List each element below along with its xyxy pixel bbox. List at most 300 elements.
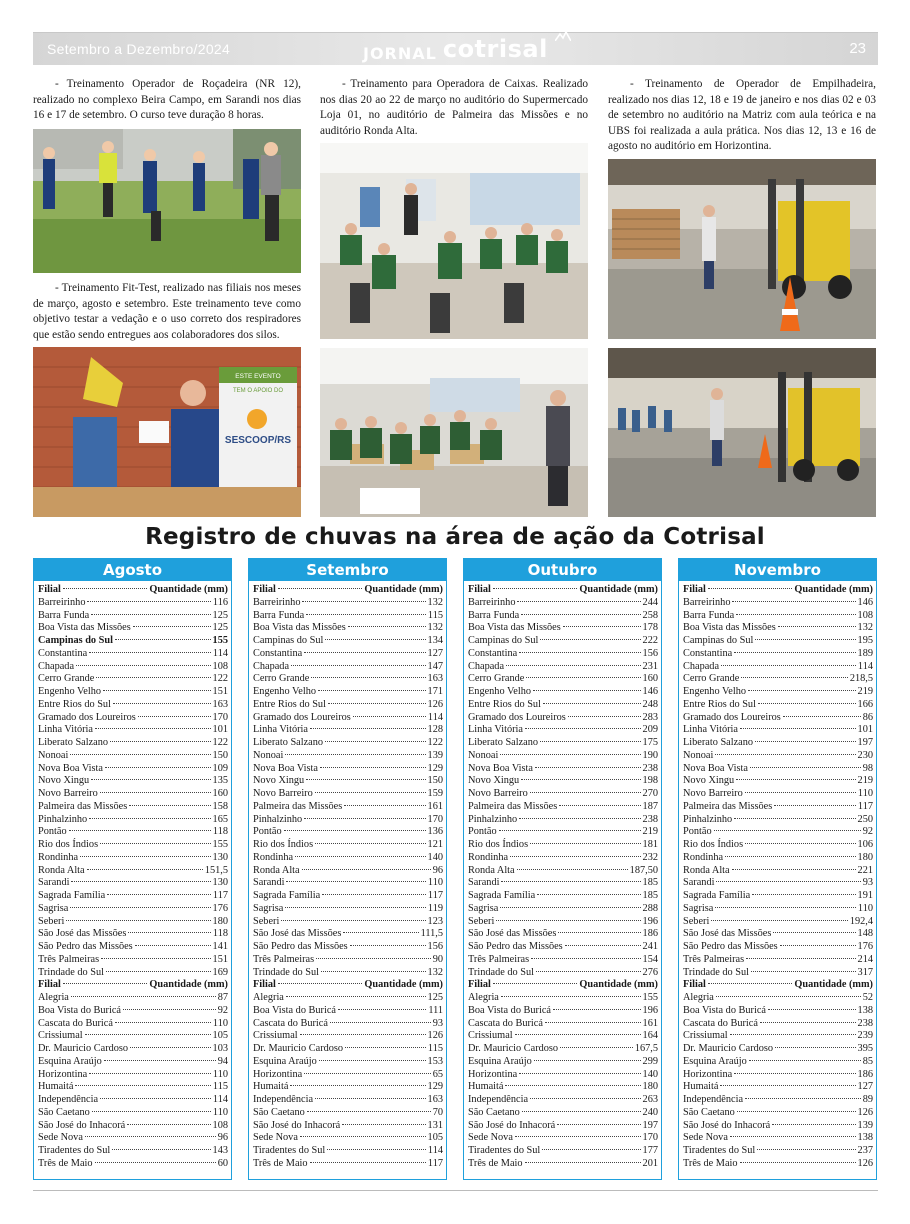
table-row bbox=[683, 1094, 873, 1107]
table-row bbox=[253, 635, 443, 648]
rain-quantity: 140 bbox=[427, 851, 443, 863]
rain-quantity: 126 bbox=[427, 1030, 443, 1042]
table-row bbox=[683, 852, 873, 865]
table-row bbox=[468, 673, 658, 686]
photo-empilhadeira-training-2 bbox=[608, 348, 876, 517]
dot-leader bbox=[63, 588, 147, 589]
table-row bbox=[468, 686, 658, 699]
rain-quantity: 187 bbox=[642, 800, 658, 812]
filial-name: Crissiumal bbox=[468, 1030, 513, 1042]
filial-name: Boa Vista das Missões bbox=[38, 622, 131, 634]
dot-leader bbox=[318, 690, 426, 691]
dot-leader bbox=[714, 830, 861, 831]
rain-quantity: 159 bbox=[427, 788, 443, 799]
filial-name: Sarandi bbox=[38, 877, 70, 889]
dot-leader bbox=[730, 1136, 856, 1137]
column-header-row bbox=[683, 979, 873, 992]
rain-quantity: 170 bbox=[427, 813, 443, 825]
table-row bbox=[683, 903, 873, 916]
dot-leader bbox=[716, 881, 860, 882]
filial-name: Liberato Salzano bbox=[38, 737, 109, 748]
table-row bbox=[468, 763, 658, 776]
rain-quantity: Quantidade (mm) bbox=[364, 584, 443, 595]
table-row bbox=[38, 1120, 228, 1133]
table-row bbox=[38, 610, 228, 623]
filial-name: Entre Rios do Sul bbox=[683, 698, 756, 710]
rain-quantity: 163 bbox=[427, 1094, 443, 1105]
table-row bbox=[468, 712, 658, 725]
column-header-row bbox=[253, 584, 443, 597]
dot-leader bbox=[517, 869, 628, 870]
rain-quantity: 164 bbox=[642, 1030, 658, 1042]
filial-name: Sagrada Família bbox=[253, 890, 321, 901]
filial-name: Rio dos Índios bbox=[253, 839, 314, 850]
dot-leader bbox=[291, 665, 426, 666]
dot-leader bbox=[100, 1098, 211, 1099]
table-row bbox=[253, 814, 443, 827]
filial-name: São José do Inhacorá bbox=[38, 1119, 126, 1131]
rain-quantity: 160 bbox=[212, 788, 228, 799]
dot-leader bbox=[515, 1034, 641, 1035]
table-row bbox=[38, 750, 228, 763]
filial-name: Gramado dos Loureiros bbox=[468, 711, 566, 723]
month-rows bbox=[464, 581, 661, 1171]
dot-leader bbox=[499, 830, 641, 831]
filial-name: Três de Maio bbox=[253, 1157, 308, 1169]
table-row bbox=[468, 941, 658, 954]
rain-quantity: 155 bbox=[212, 839, 228, 850]
dot-leader bbox=[775, 1047, 855, 1048]
table-row bbox=[253, 648, 443, 661]
dot-leader bbox=[780, 945, 856, 946]
dot-leader bbox=[730, 1034, 856, 1035]
rain-quantity: 132 bbox=[427, 966, 443, 978]
rain-quantity: 122 bbox=[212, 673, 228, 685]
rain-quantity: 276 bbox=[642, 966, 658, 978]
dot-leader bbox=[745, 843, 855, 844]
banner-brand: SESCOOP/RS bbox=[224, 435, 292, 446]
dot-leader bbox=[330, 1022, 431, 1023]
table-row bbox=[468, 801, 658, 814]
table-row bbox=[253, 877, 443, 890]
filial-name: Alegria bbox=[683, 992, 714, 1003]
rain-quantity: 195 bbox=[857, 635, 873, 646]
filial-name: Horizontina bbox=[683, 1068, 733, 1080]
filial-name: São Caetano bbox=[683, 1106, 735, 1118]
table-row bbox=[468, 826, 658, 839]
table-row bbox=[468, 724, 658, 737]
table-row bbox=[253, 763, 443, 776]
table-row bbox=[253, 1107, 443, 1120]
rain-quantity: 103 bbox=[212, 1043, 228, 1054]
rain-quantity: 197 bbox=[857, 737, 873, 748]
filial-name: Constantina bbox=[253, 647, 303, 659]
table-row bbox=[38, 877, 228, 890]
filial-name: Boa Vista do Buricá bbox=[468, 1004, 551, 1016]
filial-name: Entre Rios do Sul bbox=[468, 698, 541, 710]
rain-quantity: 106 bbox=[857, 839, 873, 850]
dot-leader bbox=[100, 792, 211, 793]
table-row bbox=[253, 622, 443, 635]
filial-name: Humaitá bbox=[38, 1081, 74, 1093]
rain-quantity: 110 bbox=[212, 1017, 228, 1029]
dot-leader bbox=[515, 1136, 641, 1137]
column-header-row bbox=[38, 979, 228, 992]
table-row bbox=[253, 673, 443, 686]
dot-leader bbox=[107, 894, 211, 895]
rain-quantity: 93 bbox=[432, 1017, 443, 1029]
filial-name: Constantina bbox=[683, 647, 733, 659]
rain-quantity: 110 bbox=[427, 877, 443, 889]
rain-quantity: 237 bbox=[857, 1145, 873, 1156]
rain-quantity: 196 bbox=[642, 915, 658, 927]
dot-leader bbox=[563, 626, 641, 627]
table-row bbox=[38, 1145, 228, 1158]
table-row bbox=[253, 686, 443, 699]
filial-name: São José do Inhacorá bbox=[468, 1119, 556, 1131]
table-row bbox=[253, 788, 443, 801]
rain-quantity: 110 bbox=[212, 1106, 228, 1118]
bottom-divider bbox=[33, 1190, 878, 1191]
filial-name: Engenho Velho bbox=[468, 686, 532, 697]
filial-name: Ronda Alta bbox=[253, 864, 300, 876]
filial-name: Sagrisa bbox=[468, 902, 499, 914]
filial-name: Crissiumal bbox=[253, 1030, 298, 1042]
rain-quantity: 283 bbox=[642, 711, 658, 723]
filial-name: Barreirinho bbox=[468, 596, 516, 608]
rain-quantity: 153 bbox=[427, 1055, 443, 1067]
filial-name: São José das Missões bbox=[38, 928, 127, 940]
dot-leader bbox=[711, 920, 848, 921]
filial-name: Cascata do Buricá bbox=[468, 1017, 543, 1029]
dot-leader bbox=[522, 1111, 641, 1112]
dot-leader bbox=[553, 1009, 641, 1010]
filial-name: Novo Barreiro bbox=[468, 788, 528, 799]
rain-quantity: 60 bbox=[217, 1157, 228, 1169]
dot-leader bbox=[745, 792, 856, 793]
rain-quantity: 169 bbox=[212, 966, 228, 978]
month-header: Agosto bbox=[34, 559, 231, 581]
rain-quantity: 163 bbox=[212, 698, 228, 710]
rain-quantity: 186 bbox=[857, 1068, 873, 1080]
table-row bbox=[683, 1069, 873, 1082]
rain-quantity: 196 bbox=[642, 1004, 658, 1016]
rain-quantity: 186 bbox=[642, 928, 658, 940]
dot-leader bbox=[70, 907, 210, 908]
dot-leader bbox=[530, 1098, 641, 1099]
table-row bbox=[683, 801, 873, 814]
filial-name: Trindade do Sul bbox=[683, 966, 749, 978]
rain-quantity: 101 bbox=[857, 724, 873, 736]
rain-quantity: 138 bbox=[857, 1132, 873, 1144]
table-row bbox=[468, 635, 658, 648]
rain-quantity: 187,50 bbox=[629, 864, 658, 876]
month-rows bbox=[679, 581, 876, 1171]
rain-quantity: 108 bbox=[212, 1119, 228, 1131]
table-row bbox=[468, 610, 658, 623]
filial-name: Gramado dos Loureiros bbox=[683, 711, 781, 723]
dot-leader bbox=[343, 932, 418, 933]
dot-leader bbox=[521, 779, 640, 780]
table-row bbox=[468, 814, 658, 827]
dot-leader bbox=[783, 716, 861, 717]
table-row bbox=[38, 1056, 228, 1069]
dot-leader bbox=[76, 665, 211, 666]
filial-name: Filial bbox=[38, 584, 61, 595]
filial-name: Novo Barreiro bbox=[253, 788, 313, 799]
dot-leader bbox=[559, 805, 640, 806]
dot-leader bbox=[353, 716, 426, 717]
dot-leader bbox=[91, 614, 210, 615]
filial-name: Nonoai bbox=[253, 749, 284, 761]
table-row bbox=[38, 1094, 228, 1107]
filial-name: Filial bbox=[683, 979, 706, 991]
filial-name: Linha Vitória bbox=[683, 724, 738, 736]
dot-leader bbox=[348, 626, 426, 627]
rain-quantity: 108 bbox=[212, 660, 228, 672]
dot-leader bbox=[106, 971, 211, 972]
filial-name: Barreirinho bbox=[683, 596, 731, 608]
rain-quantity: 166 bbox=[857, 698, 873, 710]
filial-name: Alegria bbox=[38, 992, 69, 1003]
filial-name: Sagrisa bbox=[683, 902, 714, 914]
article-fittest: - Treinamento Fit-Test, realizado nas filiais nos meses de março, agosto e setembro. Este treinamento teve como objetivo testar a vedação e o uso correto dos respiradores que estão sendo entregues aos colaboradores dos silos. bbox=[33, 282, 301, 341]
filial-name: Três Palmeiras bbox=[468, 953, 530, 965]
dot-leader bbox=[530, 792, 641, 793]
filial-name: Engenho Velho bbox=[253, 686, 317, 697]
filial-name: Pontão bbox=[468, 826, 497, 838]
rain-quantity: Quantidade (mm) bbox=[579, 979, 658, 991]
filial-name: Boa Vista das Missões bbox=[468, 622, 561, 634]
dot-leader bbox=[500, 907, 640, 908]
dot-leader bbox=[123, 1009, 216, 1010]
dot-leader bbox=[112, 1149, 210, 1150]
dot-leader bbox=[545, 1022, 641, 1023]
dot-leader bbox=[321, 971, 426, 972]
table-row bbox=[683, 724, 873, 737]
filial-name: Seberi bbox=[468, 915, 495, 927]
dot-leader bbox=[752, 894, 855, 895]
filial-name: Pontão bbox=[683, 826, 712, 838]
rain-quantity: 110 bbox=[857, 902, 873, 914]
rain-quantity: 148 bbox=[857, 928, 873, 940]
filial-name: Rondinha bbox=[683, 851, 724, 863]
rain-quantity: 222 bbox=[642, 635, 658, 646]
dot-leader bbox=[755, 741, 855, 742]
rain-quantity: 125 bbox=[212, 609, 228, 621]
filial-name: Sarandi bbox=[253, 877, 285, 889]
dot-leader bbox=[521, 614, 640, 615]
filial-name: São José das Missões bbox=[468, 928, 557, 940]
filial-name: Campinas do Sul bbox=[468, 635, 539, 646]
table-row bbox=[38, 903, 228, 916]
filial-name: Seberi bbox=[253, 915, 280, 927]
table-row bbox=[38, 814, 228, 827]
filial-name: Chapada bbox=[683, 660, 720, 672]
table-row bbox=[38, 1005, 228, 1018]
rain-quantity: 171 bbox=[427, 686, 443, 697]
filial-name: Pinhalzinho bbox=[38, 813, 88, 825]
rain-quantity: 139 bbox=[857, 1119, 873, 1131]
dot-leader bbox=[66, 920, 210, 921]
rain-quantity: 192,4 bbox=[849, 915, 873, 927]
rain-quantity: 177 bbox=[642, 1145, 658, 1156]
dot-leader bbox=[110, 741, 210, 742]
dot-leader bbox=[493, 983, 577, 984]
rain-quantity: 238 bbox=[642, 762, 658, 774]
rain-quantity: 180 bbox=[212, 915, 228, 927]
rain-quantity: 163 bbox=[427, 673, 443, 685]
rain-quantity: 125 bbox=[427, 992, 443, 1003]
table-row bbox=[468, 865, 658, 878]
rain-quantity: 170 bbox=[642, 1132, 658, 1144]
rain-quantity: 155 bbox=[212, 635, 228, 646]
table-row bbox=[38, 724, 228, 737]
dot-leader bbox=[344, 805, 425, 806]
dot-leader bbox=[716, 996, 861, 997]
rain-quantity: 118 bbox=[212, 826, 228, 838]
filial-name: Tiradentes do Sul bbox=[468, 1145, 541, 1156]
rain-quantity: 134 bbox=[427, 635, 443, 646]
article-empilhadeira: - Treinamento de Operador de Empilhadeira, realizado nos dias 12, 18 e 19 de janeiro e nos dias 02 e 03 de setembro no auditório na Matriz com aula teórica e na UBS foi realizada a aula prática. Nos dias 12, 13 e 16 de agosto no auditório em Horizontina. bbox=[608, 78, 876, 152]
dot-leader bbox=[87, 601, 210, 602]
rain-quantity: 154 bbox=[642, 953, 658, 965]
month-table-agosto bbox=[33, 558, 232, 1180]
table-row bbox=[38, 763, 228, 776]
rain-quantity: 139 bbox=[427, 749, 443, 761]
rain-quantity: 122 bbox=[212, 737, 228, 748]
filial-name: Entre Rios do Sul bbox=[253, 698, 326, 710]
filial-name: Nonoai bbox=[468, 749, 499, 761]
dot-leader bbox=[737, 1111, 856, 1112]
table-row bbox=[38, 788, 228, 801]
newspaper-logo bbox=[363, 35, 548, 63]
dot-leader bbox=[328, 703, 426, 704]
rain-quantity: 288 bbox=[642, 902, 658, 914]
rain-quantity: 129 bbox=[427, 1081, 443, 1093]
dot-leader bbox=[768, 1009, 856, 1010]
table-row bbox=[38, 737, 228, 750]
page-header bbox=[33, 32, 878, 65]
rain-quantity: 114 bbox=[427, 1145, 443, 1156]
dot-leader bbox=[736, 614, 855, 615]
rain-quantity: 132 bbox=[857, 622, 873, 634]
filial-name: Pinhalzinho bbox=[683, 813, 733, 825]
filial-name: Cascata do Buricá bbox=[253, 1017, 328, 1029]
filial-name: Nonoai bbox=[683, 749, 714, 761]
dot-leader bbox=[135, 945, 211, 946]
filial-name: Nova Boa Vista bbox=[683, 762, 748, 774]
filial-name: Liberato Salzano bbox=[468, 737, 539, 748]
table-row bbox=[38, 699, 228, 712]
table-row bbox=[683, 1056, 873, 1069]
rain-quantity: 117 bbox=[427, 1157, 443, 1169]
filial-name: Independência bbox=[468, 1094, 529, 1105]
filial-name: Rio dos Índios bbox=[38, 839, 99, 850]
filial-name: Sagrada Família bbox=[468, 890, 536, 901]
rain-quantity: 126 bbox=[427, 698, 443, 710]
filial-name: Nonoai bbox=[38, 749, 69, 761]
dot-leader bbox=[750, 767, 861, 768]
table-row bbox=[468, 1056, 658, 1069]
rain-quantity: 114 bbox=[857, 660, 873, 672]
table-row bbox=[38, 826, 228, 839]
rain-quantity: 115 bbox=[212, 1081, 228, 1093]
table-row bbox=[253, 597, 443, 610]
dot-leader bbox=[534, 1060, 641, 1061]
rain-quantity: 117 bbox=[427, 890, 443, 901]
filial-name: São Caetano bbox=[38, 1106, 90, 1118]
table-row bbox=[683, 826, 873, 839]
dot-leader bbox=[540, 639, 640, 640]
dot-leader bbox=[71, 881, 210, 882]
rain-quantity: 115 bbox=[427, 609, 443, 621]
table-row bbox=[253, 865, 443, 878]
dot-leader bbox=[75, 1085, 210, 1086]
rain-quantity: 219 bbox=[857, 775, 873, 787]
filial-name: Horizontina bbox=[38, 1068, 88, 1080]
table-row bbox=[38, 1081, 228, 1094]
filial-name: São José do Inhacorá bbox=[683, 1119, 771, 1131]
table-row bbox=[683, 954, 873, 967]
rain-quantity: Quantidade (mm) bbox=[364, 979, 443, 991]
filial-name: Três Palmeiras bbox=[38, 953, 100, 965]
table-row bbox=[468, 1005, 658, 1018]
table-row bbox=[468, 788, 658, 801]
filial-name: São José das Missões bbox=[683, 928, 772, 940]
filial-name: Nova Boa Vista bbox=[38, 762, 103, 774]
rain-quantity: 146 bbox=[857, 596, 873, 608]
rain-quantity: 198 bbox=[642, 775, 658, 787]
dot-leader bbox=[505, 1085, 640, 1086]
table-row bbox=[683, 597, 873, 610]
table-row bbox=[683, 686, 873, 699]
table-row bbox=[683, 1081, 873, 1094]
table-row bbox=[38, 1069, 228, 1082]
filial-name: Sede Nova bbox=[683, 1132, 728, 1144]
rain-quantity: 238 bbox=[642, 813, 658, 825]
dot-leader bbox=[745, 1098, 861, 1099]
dot-leader bbox=[290, 1085, 425, 1086]
rain-quantity: 263 bbox=[642, 1094, 658, 1105]
rain-quantity: 230 bbox=[857, 749, 873, 761]
filial-name: Horizontina bbox=[468, 1068, 518, 1080]
table-row bbox=[683, 1120, 873, 1133]
rain-quantity: 128 bbox=[427, 724, 443, 736]
dot-leader bbox=[285, 754, 425, 755]
table-row bbox=[253, 610, 443, 623]
table-row bbox=[468, 1132, 658, 1145]
filial-name: Trindade do Sul bbox=[253, 966, 319, 978]
filial-name: Dr. Mauricio Cardoso bbox=[683, 1043, 774, 1054]
filial-name: Barra Funda bbox=[683, 609, 735, 621]
dot-leader bbox=[720, 1085, 855, 1086]
table-row bbox=[683, 877, 873, 890]
rain-quantity: 250 bbox=[857, 813, 873, 825]
dot-leader bbox=[741, 677, 848, 678]
photo-empilhadeira-training-1 bbox=[608, 159, 876, 339]
dot-leader bbox=[533, 690, 641, 691]
photo-caixas-training-1 bbox=[320, 143, 588, 339]
table-row bbox=[38, 1030, 228, 1043]
rain-quantity: 93 bbox=[862, 877, 873, 889]
dot-leader bbox=[519, 1073, 640, 1074]
table-row bbox=[253, 661, 443, 674]
table-row bbox=[683, 1145, 873, 1158]
filial-name: São Pedro das Missões bbox=[38, 941, 133, 952]
filial-name: São José do Inhacorá bbox=[253, 1119, 341, 1131]
dot-leader bbox=[342, 1124, 425, 1125]
